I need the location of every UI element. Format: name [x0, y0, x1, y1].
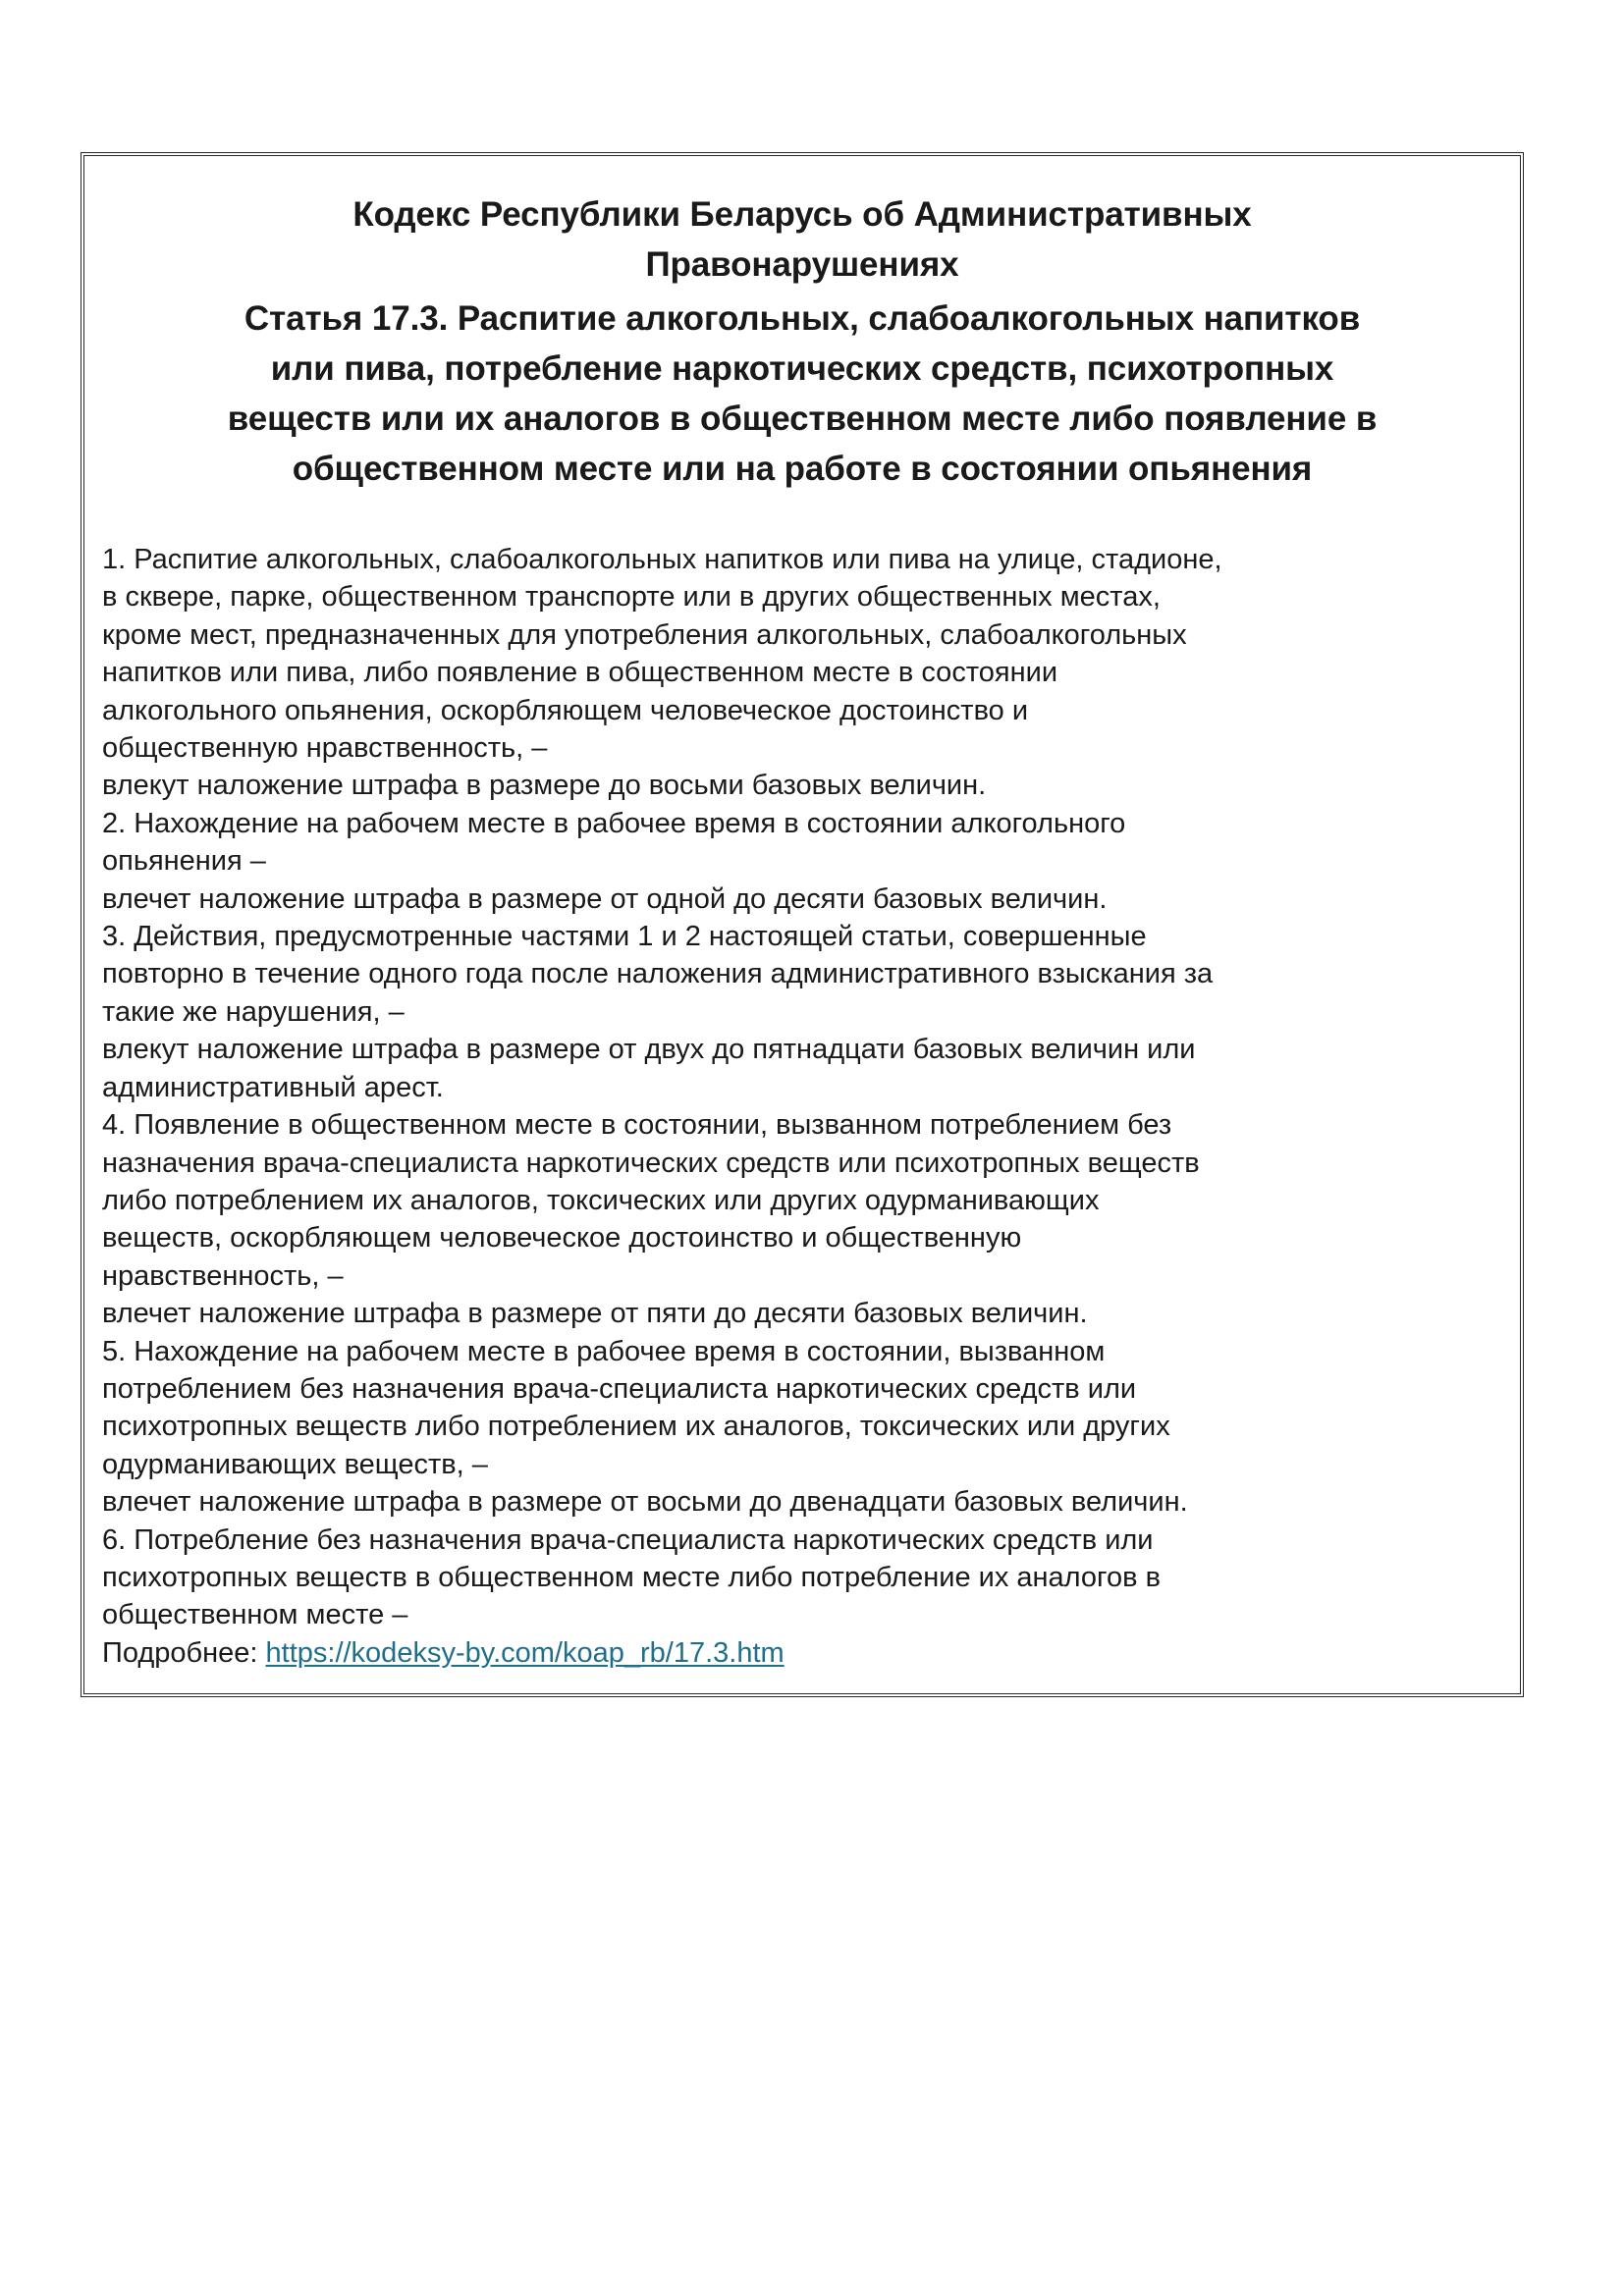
- body-line: влекут наложение штрафа в размере от двух до пятнадцати базовых величин или: [102, 1034, 1196, 1066]
- article-heading: [100, 294, 1504, 494]
- article-heading-line-1: Статья 17.3. Распитие алкогольных, слабоалкогольных напитков: [244, 299, 1361, 338]
- body-line: общественном месте –: [102, 1599, 408, 1631]
- body-line: 6. Потребление без назначения врача-специалиста наркотических средств или: [102, 1523, 1154, 1556]
- body-line: повторно в течение одного года после наложения административного взыскания за: [102, 958, 1214, 990]
- body-line: психотропных веществ в общественном месте либо потребление их аналогов в: [102, 1561, 1161, 1593]
- document-text-box: [81, 152, 1524, 1697]
- body-line: веществ, оскорбляющем человеческое достоинство и общественную: [102, 1222, 1022, 1255]
- body-line: 2. Нахождение на рабочем месте в рабочее время в состоянии алкогольного: [102, 807, 1126, 839]
- body-line: нравственность, –: [102, 1259, 344, 1292]
- body-line: такие же нарушения, –: [102, 995, 405, 1028]
- body-line: потреблением без назначения врача-специалиста наркотических средств или: [102, 1372, 1137, 1405]
- body-line: в сквере, парке, общественном транспорте или в других общественных местах,: [102, 581, 1161, 614]
- body-line: административный арест.: [102, 1071, 444, 1103]
- body-line: напитков или пива, либо появление в общественном месте в состоянии: [102, 657, 1058, 689]
- body-line: влечет наложение штрафа в размере от пяти до десяти базовых величин.: [102, 1298, 1088, 1330]
- body-line: влечет наложение штрафа в размере от восьми до двенадцати базовых величин.: [102, 1486, 1188, 1519]
- source-link[interactable]: https://kodeksy-by.com/koap_rb/17.3.htm: [265, 1636, 785, 1669]
- body-line: 1. Распитие алкогольных, слабоалкогольных напитков или пива на улице, стадионе,: [102, 544, 1222, 575]
- article-heading-line-2: или пива, потребление наркотических средств, психотропных: [270, 349, 1334, 388]
- body-line: опьянения –: [102, 845, 266, 878]
- body-line: общественную нравственность, –: [102, 732, 548, 765]
- body-line: назначения врача-специалиста наркотических средств или психотропных веществ: [102, 1147, 1200, 1179]
- source-label: Подробнее:: [102, 1636, 266, 1669]
- body-line: влечет наложение штрафа в размере от одной до десяти базовых величин.: [102, 882, 1108, 915]
- body-line: алкогольного опьянения, оскорбляющем человеческое достоинство и: [102, 694, 1029, 726]
- body-line: 3. Действия, предусмотренные частями 1 и 2 настоящей статьи, совершенные: [102, 921, 1147, 953]
- body-line: одурманивающих веществ, –: [102, 1448, 488, 1480]
- article-body: [100, 541, 1504, 1672]
- article-heading-line-4: общественном месте или на работе в состоянии опьянения: [292, 450, 1313, 488]
- page-title: [100, 189, 1504, 290]
- body-line: психотропных веществ либо потреблением их аналогов, токсических или других: [102, 1411, 1170, 1443]
- body-line: влекут наложение штрафа в размере до восьми базовых величин.: [102, 770, 987, 802]
- title-line-1: Кодекс Республики Беларусь об Административных: [352, 195, 1252, 234]
- body-line: кроме мест, предназначенных для употребления алкогольных, слабоалкогольных: [102, 618, 1187, 651]
- article-heading-line-3: веществ или их аналогов в общественном месте либо появление в: [227, 400, 1378, 438]
- body-line: 5. Нахождение на рабочем месте в рабочее время в состоянии, вызванном: [102, 1335, 1106, 1367]
- body-line: либо потреблением их аналогов, токсических или других одурманивающих: [102, 1184, 1100, 1216]
- body-line: 4. Появление в общественном месте в состоянии, вызванном потреблением без: [102, 1109, 1172, 1142]
- title-line-2: Правонарушениях: [645, 245, 959, 284]
- source-line: [102, 1634, 1504, 1672]
